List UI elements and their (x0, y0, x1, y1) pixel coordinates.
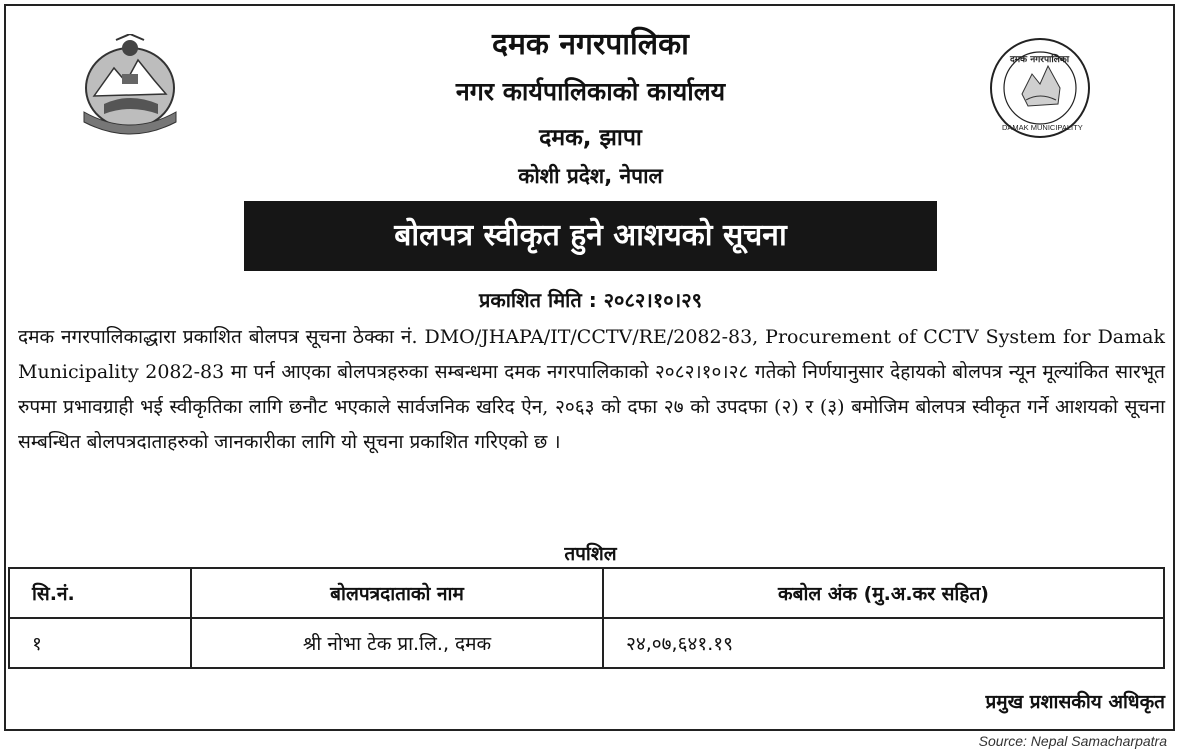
bidder-table (8, 567, 1165, 669)
header-province: कोशी प्रदेश, नेपाल (518, 164, 663, 188)
table-row (9, 618, 1164, 668)
cell-bidder: श्री नोभा टेक प्रा.लि., दमक (191, 618, 603, 668)
col-serial-header: सि.नं. (9, 568, 191, 618)
details-heading: तपशिल (564, 543, 617, 565)
cell-serial: १ (9, 618, 191, 668)
seal-bottom-text: DAMAK MUNICIPALITY (1002, 123, 1083, 132)
source-caption: Source: Nepal Samacharpatra (978, 733, 1167, 749)
table-header-row (9, 568, 1164, 618)
publish-date: प्रकाशित मिति : २०८२।१०।२९ (478, 288, 703, 312)
notice-body: दमक नगरपालिकाद्धारा प्रकाशित बोलपत्र सूचना ठेक्का नं. DMO/JHAPA/IT/CCTV/RE/2082-83, Procurement of CCTV System for Damak Municipality 2082-83 मा पर्न आएका बोलपत्रहरुका सम्बन्धमा दमक नगरपालिकाको २०८२।१०।२८ गतेको निर्णयानुसार देहायको बोलपत्र न्यून मूल्यांकित सारभूत रुपमा प्रभावग्राही भई स्वीकृतिका लागि छनौट भएकाले सार्वजनिक खरिद ऐन, २०६३ को दफा २७ को उपदफा (२) र (३) बमोजिम बोलपत्र स्वीकृत गर्ने आशयको सूचना सम्बन्धित बोलपत्रदाताहरुको जानकारीका लागि यो सूचना प्रकाशित गरिएको छ । (18, 326, 1165, 453)
header-municipality: दमक नगरपालिका (492, 27, 689, 62)
header-location: दमक, झापा (539, 125, 642, 151)
cell-amount: २४,०७,६४१.१९ (603, 618, 1164, 668)
header-office: नगर कार्यपालिकाको कार्यालय (455, 77, 726, 106)
signoff-title: प्रमुख प्रशासकीय अधिकृत (985, 691, 1165, 713)
col-amount-header: कबोल अंक (मु.अ.कर सहित) (603, 568, 1164, 618)
col-bidder-header: बोलपत्रदाताको नाम (191, 568, 603, 618)
seal-top-text: दमक नगरपालिका (1010, 55, 1070, 65)
notice-title-banner: बोलपत्र स्वीकृत हुने आशयको सूचना (244, 201, 937, 271)
